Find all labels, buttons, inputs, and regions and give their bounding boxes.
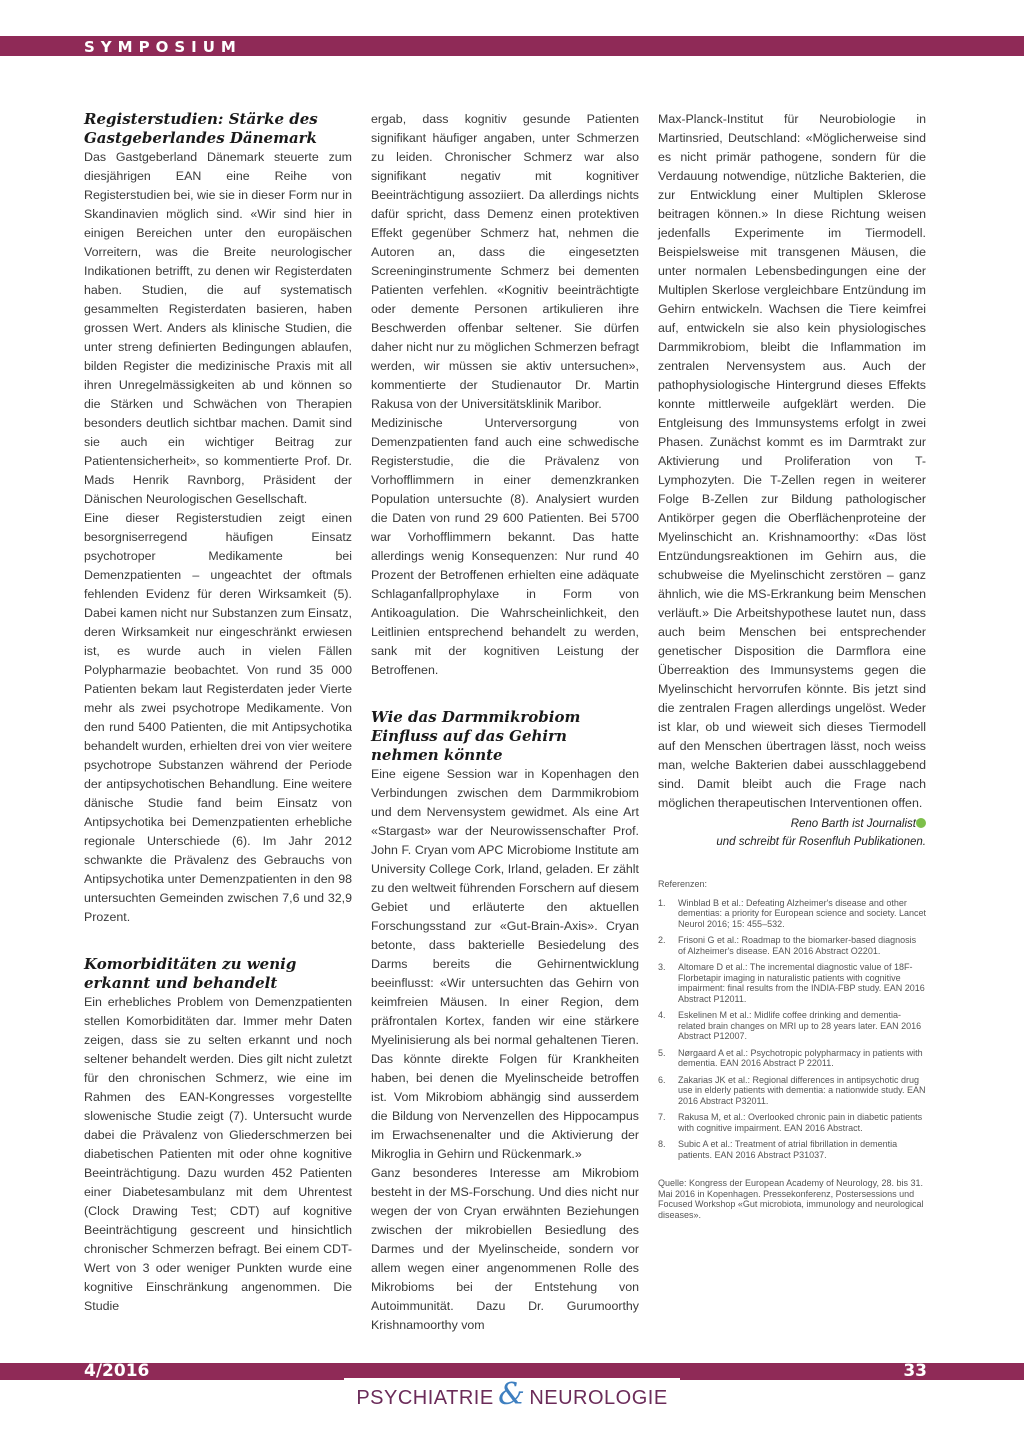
journal-logo: [344, 1378, 680, 1422]
reference-item: 6. Zakarias JK et al.: Regional differences in antipsychotic drug use in elderly patients with dementia: a nationwide study. EAN 2016 Abstract P32011.: [658, 1074, 926, 1106]
paragraph: Ein erhebliches Problem von Demenzpatienten stellen Komorbiditäten dar. Immer mehr Daten zeigen, dass sie zu selten erkannt und noch seltener behandelt werden. Dies gilt nicht zuletzt für den chronischen Schmerz, wie eine im Rahmen des EAN-Kongresses vorgestellte slowenische Studie zeigt (7). Untersucht wurde dabei die Prävalenz von Gliederschmerzen bei diabetischen Patienten mit oder ohne kognitive Beeinträchtigung. Dazu wurden 452 Patienten einer Diabetesambulanz mit dem Uhrentest (Clock Drawing Test; CDT) auf kognitive Beeinträchtigung gescreent und hinsichtlich chronischer Schmerzen befragt. Bei einem CDT-Wert von 3 oder weniger Punkten wurde eine kognitive Einschränkung angenommen. Die Studie: [84, 995, 352, 1313]
author-line-1: Reno Barth ist Journalist: [790, 818, 916, 830]
end-of-article-dot-icon: [916, 818, 926, 828]
reference-item: 7. Rakusa M, et al.: Overlooked chronic pain in diabetic patients with cognitive impairment. EAN 2016 Abstract.: [658, 1112, 923, 1133]
source-note: Quelle: Kongress der European Academy of Neurology, 28. bis 31. Mai 2016 in Kopenhagen. Pressekonferenz, Postersessions und Focused Workshop «Gut microbiota, immunology and neurological diseases».: [658, 1178, 924, 1220]
reference-item: 2. Frisoni G et al.: Roadmap to the biomarker-based diagnosis of Alzheimer's disease. EAN 2016 Abstract O2201.: [658, 935, 917, 956]
reference-item: 3. Altomare D et al.: The incremental diagnostic value of 18F-Florbetapir imaging in naturalistic patients with cognitive impairment: final results from the INDIA-FBP study. EAN 2016 Abstract P12011.: [658, 962, 925, 1004]
author-line-2: und schreibt für Rosenfluh Publikationen.: [716, 836, 926, 848]
subheading-komorbiditaeten: Komorbiditäten zu wenig erkannt und behandelt: [84, 955, 297, 992]
logo-ampersand: &: [498, 1377, 525, 1412]
paragraph-text: Max-Planck-Institut für Neurobiologie in Martinsried, Deutschland: «Möglicherweise sind es nicht primär pathogene, sondern für die Verdauung notwendige, nützliche Bakterien, die zur Entwicklung einer Multiplen Sklerose beitragen können.» In diese Richtung weisen jedenfalls Experimente im Tiermodell. Beispielsweise mit transgenen Mäusen, die unter normalen Lebensbedingungen eine der Multiplen Skerlose vergleichbare Entzündung im Gehirn entwickeln. Wachsen die Tiere keimfrei auf, entwickeln sie also kein physiologisches Darmmikrobiom, bleibt die Inflammation im zentralen Nervensystem aus. Auch der pathophysiologische Hintergrund dieses Effekts konnte mittlerweile aufgeklärt werden. Die Entgleisung des Immunsystems erfolgt in zwei Phasen. Zunächst kommt es im Darmtrakt zur Aktivierung und Proliferation von T-Lymphozyten. Die T-Zellen regen in weiterer Folge B-Zellen zur Bildung pathologischer Antikörper gegen die Oberflächenproteine der Myelinschicht an. Krishnamoorthy: «Das löst Entzündungsreaktionen im Gehirn aus, die schubweise die Myelinschicht zerstören – ganz ähnlich, wie die MS-Erkrankung beim Menschen verläuft.» Die Arbeitshypothese lautet nun, dass auch beim Menschen bei entsprechender genetischer Disposition die Darmflora eine Überreaktion des Immunsystems gegen die Myelinschicht hervorrufen könnte. Bis jetzt sind die zentralen Fragen allerdings ungelöst. Weder ist klar, ob und wieweit sich dieses Tiermodell auf den Menschen übertragen lässt, noch weiss man, welche Bakterien dabei ausschlaggebend sind. Damit bleibt auch die Frage nach möglichen therapeutischen Interventionen offen.: [658, 112, 926, 810]
paragraph: [658, 110, 926, 813]
article-column-3: [658, 110, 926, 1220]
paragraph: Medizinische Unterversorgung von Demenzpatienten fand auch eine schwedische Registerstudie, die die Prävalenz von Vorhofflimmern in einer demenzkranken Population untersuchte (8). Analysiert wurden die Daten von rund 29 600 Patienten. Bei 5700 war Vorhofflimmern bekannt. Das hatte allerdings wenig Konsequenzen: Nur rund 40 Prozent der Betroffenen erhielten eine adäquate Schlaganfallprophylaxe in Form von Antikoagulation. Die Wahrscheinlichkeit, den Leitlinien entsprechend behandelt zu werden, sank mit der kognitiven Leistung der Betroffenen.: [371, 416, 639, 677]
reference-item: 1. Winblad B et al.: Defeating Alzheimer's disease and other dementias: a priority for European science and society. Lancet Neurol 2016; 15: 455–532.: [658, 897, 926, 929]
logo-word-left: PSYCHIATRIE: [356, 1387, 494, 1409]
reference-item: 8. Subic A et al.: Treatment of atrial fibrillation in dementia patients. EAN 2016 Abstract P31037.: [658, 1139, 898, 1160]
references-title: Referenzen:: [658, 879, 708, 889]
paragraph: ergab, dass kognitiv gesunde Patienten signifikant häufiger angaben, unter Schmerzen zu leiden. Chronischer Schmerz war also signifikant negativ mit kognitiver Beeinträchtigung assoziiert. Da allerdings nichts dafür spricht, dass Demenz einen protektiven Effekt gegenüber Schmerz hat, nehmen die Autoren an, dass die eingesetzten Screeninginstrumente Schmerz bei dementen Patienten verfehlen. «Kognitiv beeinträchtigte oder demente Personen artikulieren ihre Beschwerden offenbar seltener. Sie dürfen daher nicht nur zu möglichen Schmerzen befragt werden, wir müssen sie aktiv untersuchen», kommentierte der Studienautor Dr. Martin Rakusa von der Universitätsklinik Maribor.: [371, 112, 639, 411]
paragraph: Das Gastgeberland Dänemark steuerte zum diesjährigen EAN eine Reihe von Registerstudien bei, wie sie in dieser Form nur in Skandinavien möglich sind. «Wir sind hier in einigen Bereichen unter den europäischen Vorreitern, was die Breite neurologischer Indikationen betrifft, zu denen wir Registerdaten haben. Studien, die auf systematisch gesammelten Registerdaten basieren, haben grossen Wert. Anders als klinische Studien, die unter streng definierten Bedingungen ablaufen, bilden Register die medizinische Praxis mit all ihren Unregelmässigkeiten ab und können so die Stärken und Schwächen von Therapien besonders deutlich sichtbar machen. Damit sind sie auch ein wichtiger Beitrag zur Patientensicherheit», so kommentierte Prof. Dr. Mads Henrik Ravnborg, Präsident der Dänischen Neurologischen Gesellschaft.: [84, 150, 352, 506]
section-title: SYMPOSIUM: [84, 38, 242, 56]
page-number: 33: [903, 1361, 927, 1381]
author-note: [658, 815, 926, 851]
reference-item: 5. Nørgaard A et al.: Psychotropic polypharmacy in patients with dementia. EAN 2016 Abstract P 22011.: [658, 1047, 923, 1068]
section-header-bar: [0, 36, 1024, 56]
article-column-2: [371, 110, 639, 1335]
paragraph: Ganz besonderes Interesse am Mikrobiom besteht in der MS-Forschung. Und dies nicht nur wegen der von Cryan erwähnten Beziehungen zwischen der mikrobiellen Besiedlung des Darmes und der Myelinscheide, sondern vor allem wegen einer angenommenen Rolle des Mikrobioms bei der Entstehung von Autoimmunität. Dazu Dr. Gurumoorthy Krishnamoorthy vom: [371, 1166, 639, 1332]
subheading-registerstudien: Registerstudien: Stärke des Gastgeberlandes Dänemark: [84, 110, 318, 147]
paragraph: Eine eigene Session war in Kopenhagen den Verbindungen zwischen dem Darmmikrobiom und dem Nervensystem gewidmet. Als eine Art «Stargast» war der Neurowissenschafter Prof. John F. Cryan vom APC Microbiome Institute am University College Cork, Irland, geladen. Er zählt zu den weltweit führenden Forschern auf diesem Gebiet und erläuterte den aktuellen Forschungsstand zur «Gut-Brain-Axis». Cryan betonte, dass bakterielle Besiedelung des Darms bereits die Gehirnentwicklung beeinflusst: «Wir untersuchten das Gehirn von keimfreien Mäusen. In einer Region, dem präfrontalen Kortex, fanden wir eine stärkere Myelinisierung als bei normal gehaltenen Tieren. Das könnte direkte Folgen für Krankheiten haben, bei denen die Myelinscheide betroffen ist. Vom Mikrobiom abhängig sind ausserdem die Bildung von Nervenzellen des Hippocampus im Erwachsenenalter und die Aktivierung der Mikroglia in Gehirn und Rückenmark.»: [371, 767, 639, 1161]
subheading-darmmikrobiom: Wie das Darmmikrobiom Einfluss auf das Gehirn nehmen könnte: [371, 708, 581, 764]
article-column-1: [84, 110, 352, 1316]
issue-number: 4/2016: [84, 1361, 150, 1381]
logo-word-right: NEUROLOGIE: [529, 1387, 668, 1409]
paragraph: Eine dieser Registerstudien zeigt einen besorgniserregend häufigen Einsatz psychotroper Medikamente bei Demenzpatienten – ungeachtet der oftmals fehlenden Evidenz für deren Wirksamkeit (5). Dabei kamen nicht nur Substanzen zum Einsatz, deren Wirksamkeit nur eingeschränkt erwiesen ist, es wurde auch in vielen Fällen Polypharmazie beobachtet. Von rund 35 000 Patienten bekam laut Registerdaten jeder Vierte mehr als zwei psychotrope Medikamente. Von den rund 5400 Patienten, die mit Antipsychotika behandelt wurden, erhielten drei von vier weitere psychotrope Substanzen während der Periode der antipsychotischen Behandlung. Eine weitere dänische Studie fand beim Einsatz von Antipsychotika bei Demenzpatienten erhebliche regionale Unterschiede (6). Im Jahr 2012 schwankte die Prävalenz des Gebrauchs von Antipsychotika unter Demenzpatienten in den 98 untersuchten Gemeinden zwischen 7,6 und 32,9 Prozent.: [84, 511, 352, 924]
reference-item: 4. Eskelinen M et al.: Midlife coffee drinking and dementia-related brain changes on MRI up to 28 years later. EAN 2016 Abstract P12007.: [658, 1010, 922, 1041]
references-list: [658, 879, 926, 1160]
